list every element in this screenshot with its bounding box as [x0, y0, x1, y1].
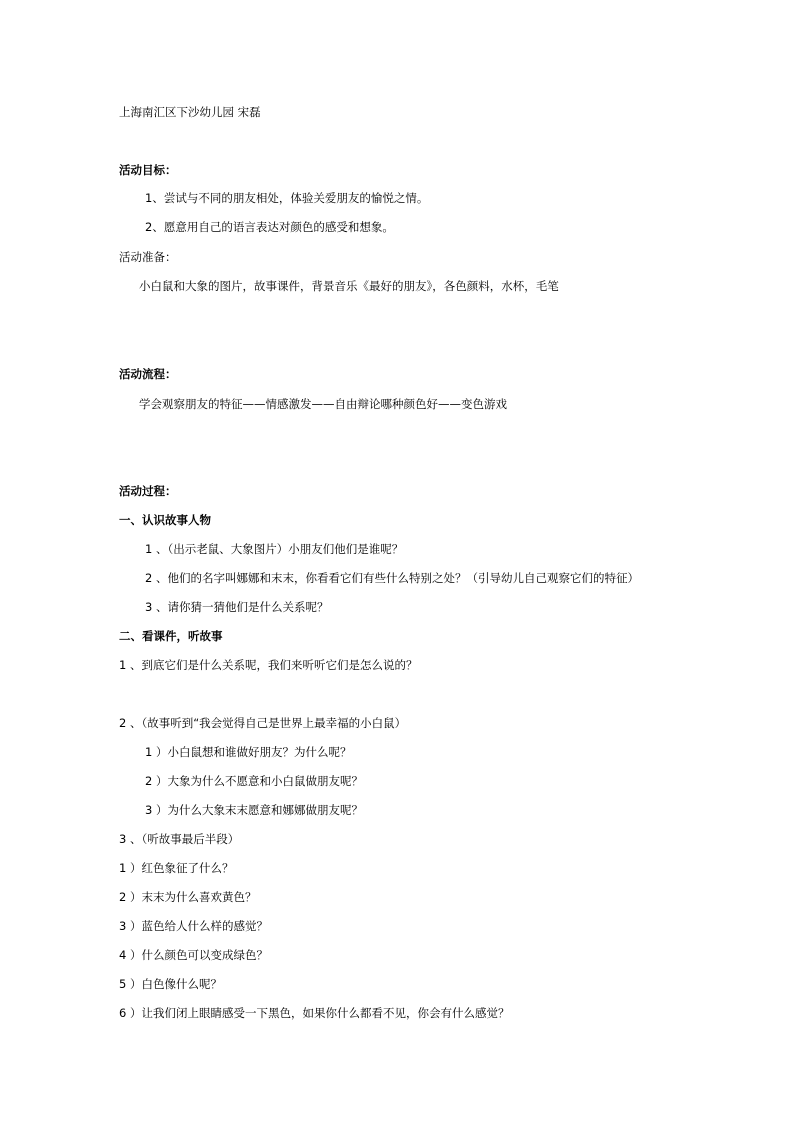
goal-item: 1、尝试与不同的朋友相处，体验关爱朋友的愉悦之情。	[145, 191, 429, 205]
section2-subitem: 4 ）什么颜色可以变成绿色？	[119, 948, 268, 962]
section1-item: 1 、（出示老鼠、大象图片）小朋友们他们是谁呢？	[145, 542, 404, 556]
section2-title: 二、看课件，听故事	[119, 629, 223, 643]
flow-heading: 活动流程：	[119, 367, 177, 381]
section2-point: 3 、（听故事最后半段）	[119, 832, 240, 846]
process-heading: 活动过程：	[119, 484, 177, 498]
flow-text: 学会观察朋友的特征——情感激发——自由辩论哪种颜色好——变色游戏	[139, 397, 507, 411]
goal-item: 2、愿意用自己的语言表达对颜色的感受和想象。	[145, 220, 394, 234]
section2-subitem: 3 ）蓝色给人什么样的感觉？	[119, 919, 268, 933]
section2-point: 1 、到底它们是什么关系呢，我们来听听它们是怎么说的？	[119, 658, 418, 672]
section2-subitem: 6 ）让我们闭上眼睛感受一下黑色，如果你什么都看不见，你会有什么感觉？	[119, 1006, 510, 1020]
prep-text: 小白鼠和大象的图片，故事课件，背景音乐《最好的朋友》，各色颜料，水杯，毛笔	[139, 279, 559, 293]
section2-subitem: 5 ）白色像什么呢？	[119, 977, 222, 991]
section2-point: 2 、（故事听到“我会觉得自己是世界上最幸福的小白鼠）	[119, 716, 407, 730]
prep-heading: 活动准备：	[119, 250, 177, 264]
section1-title: 一、认识故事人物	[119, 513, 211, 527]
section2-subitem: 2 ）大象为什么不愿意和小白鼠做朋友呢？	[145, 774, 363, 788]
section2-subitem: 1 ）红色象征了什么？	[119, 861, 234, 875]
section1-item: 3 、请你猜一猜他们是什么关系呢？	[145, 600, 329, 614]
section2-subitem: 3 ）为什么大象末末愿意和娜娜做朋友呢？	[145, 803, 363, 817]
section1-item: 2 、他们的名字叫娜娜和末末，你看看它们有些什么特别之处？（引导幼儿自己观察它们的特征）	[145, 571, 639, 585]
author-line: 上海南汇区下沙幼儿园 宋磊	[119, 105, 261, 119]
section2-subitem: 2 ）末末为什么喜欢黄色？	[119, 890, 257, 904]
goals-heading: 活动目标：	[119, 163, 177, 177]
section2-subitem: 1 ）小白鼠想和谁做好朋友？为什么呢？	[145, 745, 352, 759]
